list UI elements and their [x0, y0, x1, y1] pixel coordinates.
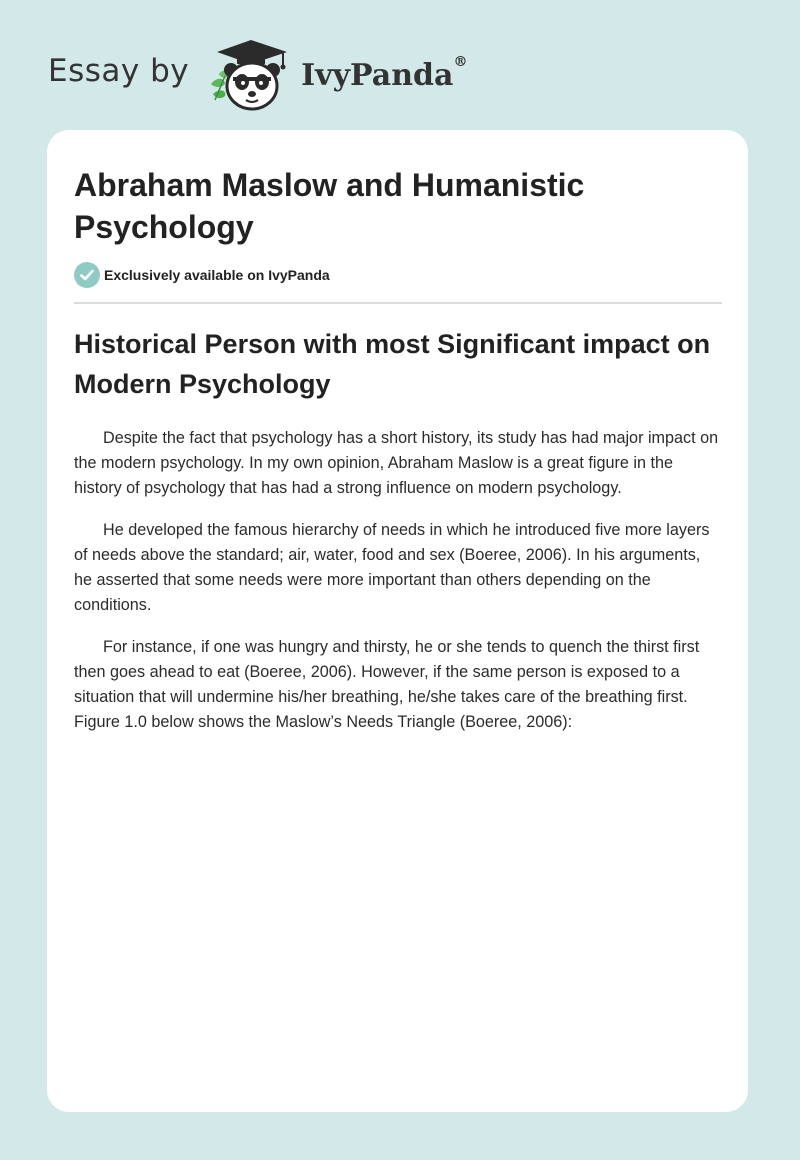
section-heading: Historical Person with most Significant impact on Modern Psychology — [74, 329, 711, 399]
essay-title: Abraham Maslow and Humanistic Psychology — [74, 167, 585, 245]
exclusive-badge-text: Exclusively available on IvyPanda — [104, 267, 330, 283]
check-icon — [74, 262, 100, 288]
paragraph: For instance, if one was hungry and thirsty, he or she tends to quench the thirst first then goes ahead to eat (Boeree, 2006). However, if the same person is exposed to a situation that will undermine his/her breathing, he/she takes care of the breathing first. Figure 1.0 below shows the Maslow’s Needs Triangle (Boeree, 2006): — [74, 638, 700, 731]
title-divider — [74, 302, 722, 304]
paragraph: He developed the famous hierarchy of needs in which he introduced five more layers of needs above the standard; air, water, food and sex (Boeree, 2006). In his arguments, he asserted that some needs were more important than others depending on the conditions. — [74, 521, 710, 614]
brand-label: IvyPanda — [301, 57, 454, 93]
registered-mark: ® — [453, 53, 468, 70]
site-header — [48, 34, 467, 114]
essay-body — [74, 426, 722, 752]
essay-card — [47, 130, 748, 1112]
essay-by-label: Essay by — [48, 53, 190, 89]
paragraph: Despite the fact that psychology has a short history, its study has had major impact on the modern psychology. In my own opinion, Abraham Maslow is a great figure in the history of psychology that has had a strong influence on modern psychology. — [74, 429, 719, 497]
panda-graduate-logo-icon[interactable] — [203, 36, 295, 112]
exclusive-badge — [74, 262, 330, 288]
brand-name[interactable] — [301, 53, 468, 93]
